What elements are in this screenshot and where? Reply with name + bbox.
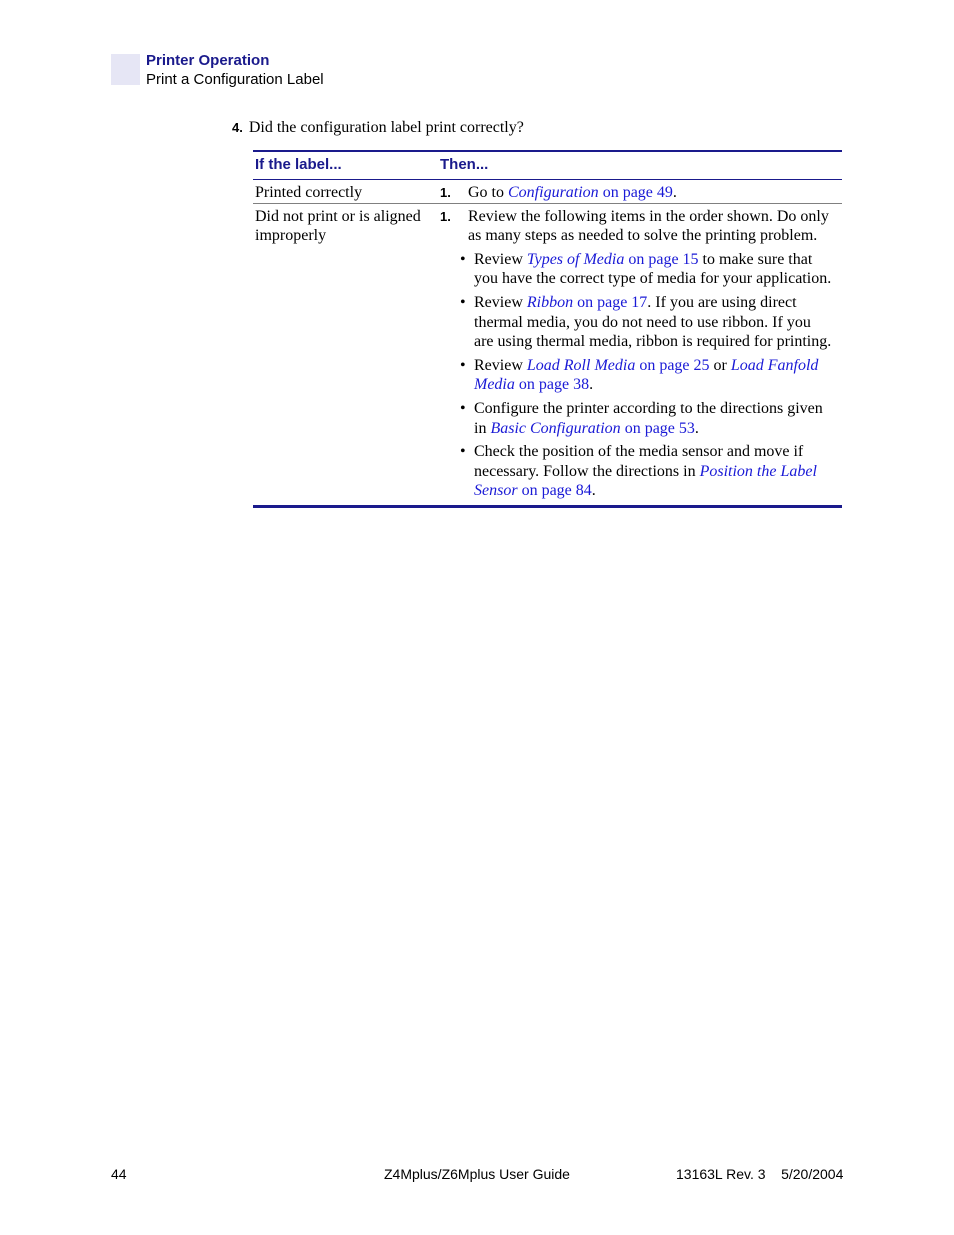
link-types-of-media[interactable]: Types of Media on page 15 bbox=[526, 250, 699, 268]
table-row bbox=[253, 180, 842, 203]
subsection-title: Print a Configuration Label bbox=[146, 71, 324, 88]
troubleshooting-table bbox=[253, 150, 842, 508]
section-title: Printer Operation bbox=[146, 52, 270, 69]
step-4 bbox=[232, 119, 524, 137]
link-load-fanfold-media[interactable]: Load Fanfold Media on page 38 bbox=[474, 356, 819, 394]
link-configuration[interactable]: Configuration on page 49 bbox=[508, 184, 673, 201]
list-item: • Configure the printer according to the directions given in Basic Configuration on page 53. bbox=[460, 399, 834, 438]
item-text: Review the following items in the order shown. Do only as many steps as needed to solve the printing problem. bbox=[468, 207, 829, 245]
table-header bbox=[253, 152, 842, 180]
list-item: • Review Ribbon on page 17. If you are using direct thermal media, you do not need to use ribbon. If you are using thermal media, ribbon is required for printing. bbox=[460, 293, 834, 352]
section-tab-marker bbox=[111, 54, 140, 85]
col-header-condition: If the label... bbox=[255, 156, 342, 173]
condition-cell: Did not print or is aligned improperly bbox=[255, 207, 421, 245]
revision-date: 13163L Rev. 3 5/20/2004 bbox=[676, 1166, 844, 1182]
numbered-item bbox=[440, 183, 834, 203]
step-text: Did the configuration label print correctly? bbox=[248, 119, 524, 136]
col-header-action: Then... bbox=[440, 156, 489, 173]
review-list bbox=[440, 250, 834, 501]
list-item: • Check the position of the media sensor and move if necessary. Follow the directions in Position the Label Sensor on page 84. bbox=[460, 442, 834, 501]
step-number: 4. bbox=[232, 120, 243, 135]
item-text: Go to Configuration on page 49. bbox=[468, 184, 677, 201]
action-cell bbox=[440, 204, 842, 505]
condition-cell: Printed correctly bbox=[255, 184, 363, 201]
action-cell bbox=[440, 180, 842, 203]
link-position-label-sensor[interactable]: Position the Label Sensor on page 84 bbox=[474, 462, 817, 500]
link-load-roll-media[interactable]: Load Roll Media on page 25 bbox=[526, 356, 710, 374]
link-ribbon[interactable]: Ribbon on page 17 bbox=[526, 293, 648, 311]
link-basic-configuration[interactable]: Basic Configuration on page 53 bbox=[490, 419, 695, 437]
table-row bbox=[253, 203, 842, 505]
page-number: 44 bbox=[111, 1166, 127, 1182]
list-item: • Review Types of Media on page 15 to make sure that you have the correct type of media for your application. bbox=[460, 250, 834, 289]
item-number: 1. bbox=[440, 208, 451, 224]
numbered-item bbox=[440, 207, 834, 246]
guide-title: Z4Mplus/Z6Mplus User Guide bbox=[384, 1166, 570, 1182]
item-number: 1. bbox=[440, 185, 451, 200]
list-item: • Review Load Roll Media on page 25 or Load Fanfold Media on page 38. bbox=[460, 356, 834, 395]
